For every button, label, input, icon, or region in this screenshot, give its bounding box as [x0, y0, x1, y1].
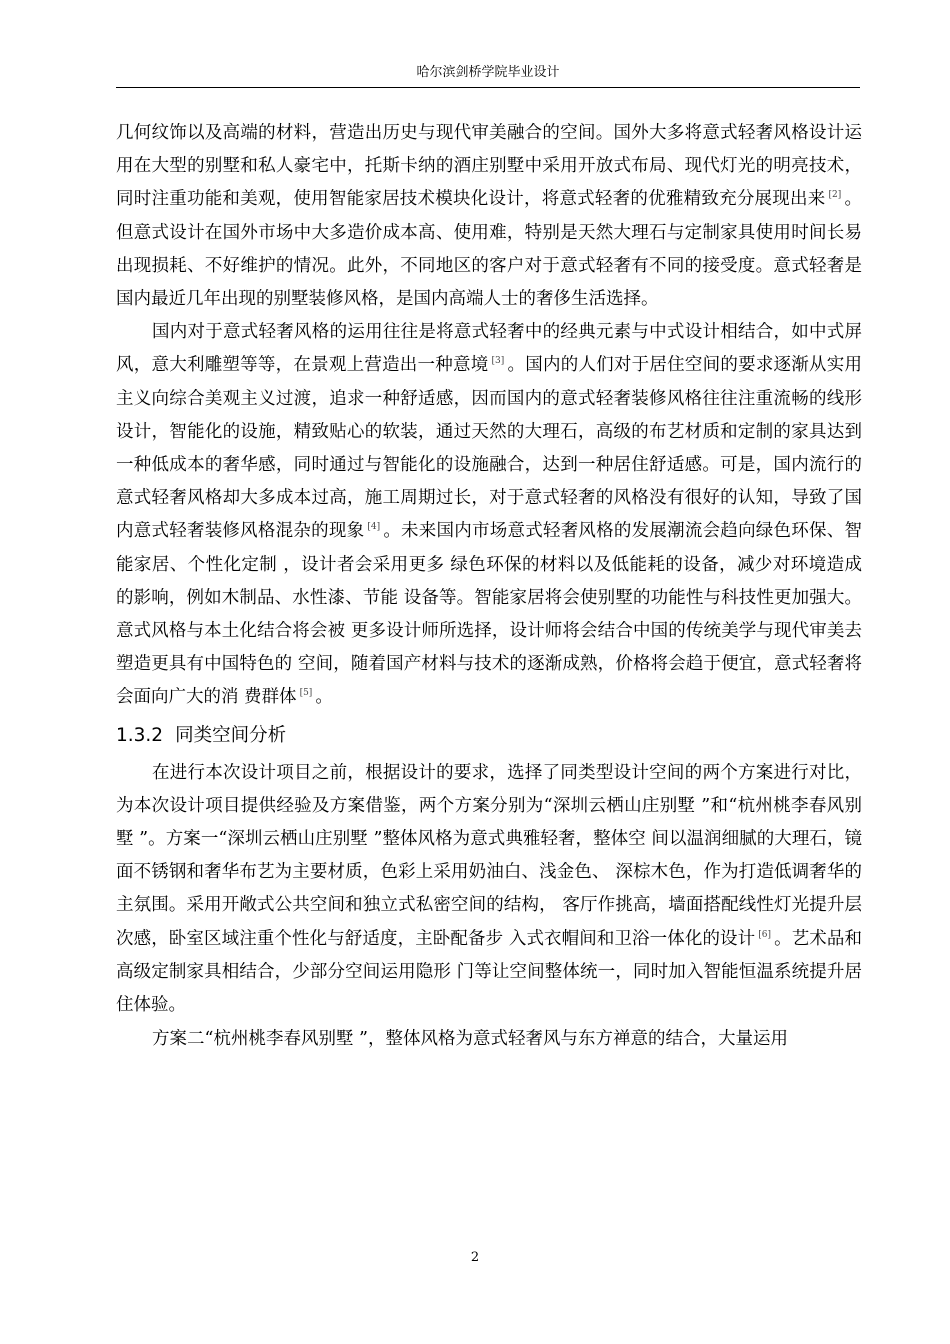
paragraph-text: 几何纹饰以及高端的材料，营造出历史与现代审美融合的空间。国外大多将意式轻奢风格设计运用在大型的别墅和私人豪宅中，托斯卡纳的酒庄别墅中采用开放式布局、现代灯光的明亮技术，同时注重功能和美观，使用智能家居技术模块化设计，将意式轻奢的优雅精致充分展现出来: [116, 123, 862, 210]
paragraph-case-two: 方案二“杭州桃李春风别墅 ”，整体风格为意式轻奢风与东方禅意的结合，大量运用: [152, 1029, 788, 1050]
paragraph-foreign-design: [116, 117, 862, 316]
paragraph-text: 。未来国内市场意式轻奢风格的发展潮流会趋向绿色环保、智能家居、个性化定制 ，设计者会采用更多 绿色环保的材料以及低能耗的设备，减少对环境造成的影响，例如木制品、水性漆、节能 设备等。智能家居将会使别墅的功能性与科技性更加强大。意式风格与本土化结合将会被 更多设计师所选择，设计师将会结合中国的传统美学与现代审美去塑造更具有中国特色的 空间，随着国产材料与技术的逐渐成熟，价格将会趋于便宜，意式轻奢将会面向广大的消 费群体: [116, 521, 862, 708]
section-heading: [116, 717, 862, 755]
paragraph-text: 。: [315, 687, 333, 708]
header-divider: [116, 87, 860, 88]
section-number: 1.3.2: [116, 724, 164, 746]
paragraph-text: 。国内的人们对于居住空间的要求逐渐从实用主义向综合美观主义过渡，追求一种舒适感，因而国内的意式轻奢装修风格往往注重流畅的线形设计，智能化的设施，精致贴心的软装，通过天然的大理石，高级的布艺材质和定制的家具达到一种低成本的奢华感，同时通过与智能化的设施融合，达到一种居住舒适感。可是，国内流行的意式轻奢风格却大多成本过高，施工周期过长，对于意式轻奢的风格没有很好的认知，导致了国内意式轻奢装修风格混杂的现象: [116, 355, 863, 542]
citation-ref[interactable]: [5]: [299, 688, 313, 699]
main-content: [116, 117, 862, 1050]
paragraph-text: 。艺术品和高级定制家具相结合，少部分空间运用隐形 门等让空间整体统一，同时加入智能恒温系统提升居住体验。: [116, 928, 862, 1016]
paragraph-domestic-design: [116, 316, 862, 714]
paragraph-text: 国内对于意式轻奢风格的运用往往是将意式轻奢中的经典元素与中式设计相结合，如中式屏风，意大利雕塑等等，在景观上营造出一种意境: [116, 322, 862, 376]
citation-ref[interactable]: [4]: [367, 522, 381, 533]
paragraph-text: 在进行本次设计项目之前，根据设计的要求，选择了同类型设计空间的两个方案进行对比，为本次设计项目提供经验及方案借鉴，两个方案分别为“深圳云栖山庄别墅 ”和“杭州桃李春风别墅 ”。方案一“深圳云栖山庄别墅 ”整体风格为意式典雅轻奢，整体空 间以温润细腻的大理石，镜面不锈钢和奢华布艺为主要材质，色彩上采用奶油白、浅金色、 深棕木色，作为打造低调奢华的主氛围。采用开敞式公共空间和独立式私密空间的结构， 客厅作挑高，墙面搭配线性灯光提升层次感，卧室区域注重个性化与舒适度，主卧配备步 入式衣帽间和卫浴一体化的设计: [116, 762, 862, 949]
paragraph-case-one: [116, 757, 862, 1023]
section-title: 同类空间分析: [175, 724, 287, 746]
running-header: 哈尔滨剑桥学院毕业设计: [416, 65, 560, 80]
page-number: 2: [470, 1250, 480, 1265]
citation-ref[interactable]: [6]: [758, 929, 771, 940]
citation-ref[interactable]: [2]: [828, 190, 842, 201]
paragraph-text: 。但意式设计在国外市场中大多造价成本高、使用难，特别是天然大理石与定制家具使用时间长易出现损耗、不好维护的情况。此外，不同地区的客户对于意式轻奢有不同的接受度。意式轻奢是国内最近几年出现的别墅装修风格，是国内高端人士的奢侈生活选择。: [116, 189, 863, 310]
citation-ref[interactable]: [3]: [491, 356, 505, 367]
